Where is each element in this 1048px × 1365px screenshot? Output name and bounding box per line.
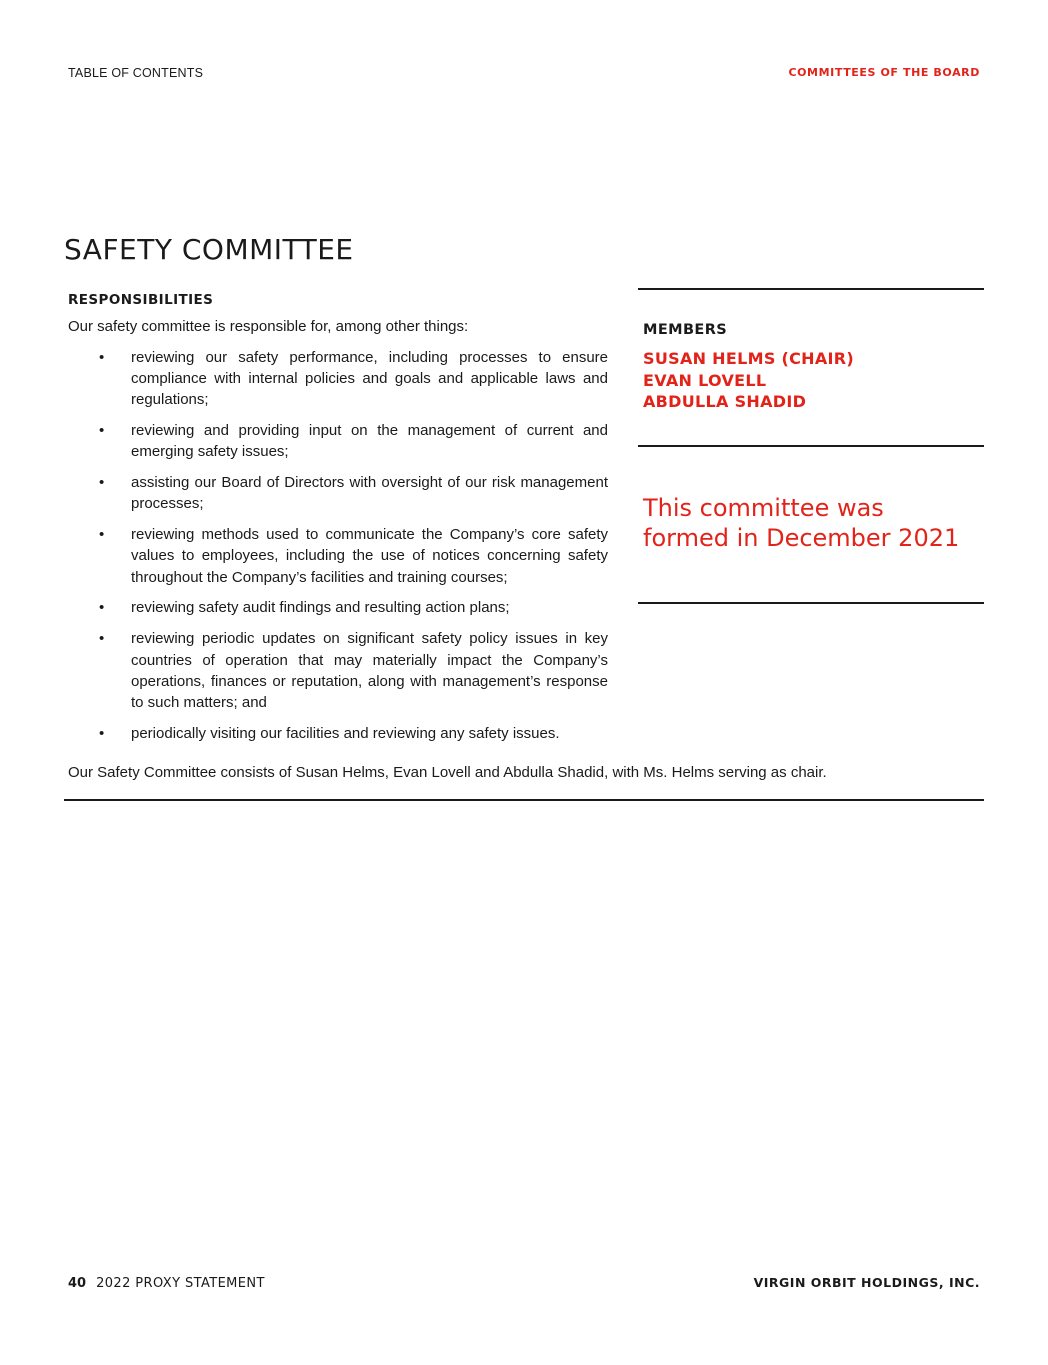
sidebar-divider-bottom: [638, 602, 984, 604]
section-divider: [64, 799, 984, 801]
member-name: EVAN LOVELL: [643, 370, 767, 390]
members-list: [643, 348, 854, 413]
bullet-icon: •: [99, 348, 105, 366]
committee-summary: Our Safety Committee consists of Susan Helms, Evan Lovell and Abdulla Shadid, with Ms. Helms serving as chair.: [68, 764, 827, 781]
bullet-icon: •: [99, 421, 105, 439]
sidebar-divider-middle: [638, 445, 984, 447]
list-item-text: reviewing and providing input on the management of current and emerging safety issues;: [131, 421, 608, 461]
list-item-text: reviewing our safety performance, including processes to ensure compliance with internal policies and goals and applicable laws and regulations;: [131, 348, 608, 409]
list-item-text: assisting our Board of Directors with oversight of our risk management processes;: [131, 473, 608, 513]
page-title: SAFETY COMMITTEE: [64, 233, 354, 266]
document-name: 2022 PROXY STATEMENT: [96, 1276, 265, 1291]
formation-note: This committee was formed in December 2021: [643, 494, 960, 552]
responsibilities-section: [68, 290, 608, 754]
responsibilities-intro: Our safety committee is responsible for, among other things:: [68, 318, 469, 335]
responsibilities-heading: RESPONSIBILITIES: [68, 292, 214, 308]
footer: [68, 1275, 265, 1291]
members-heading: MEMBERS: [643, 322, 728, 338]
bullet-icon: •: [99, 526, 105, 544]
bullet-icon: •: [99, 724, 105, 742]
list-item-text: reviewing safety audit findings and resulting action plans;: [131, 599, 510, 617]
list-item: [68, 524, 608, 588]
list-item: [68, 420, 608, 463]
list-item: [68, 347, 608, 411]
bullet-icon: •: [99, 473, 105, 491]
list-item: [68, 472, 608, 515]
responsibilities-list: [68, 347, 608, 745]
list-item-text: reviewing periodic updates on significant safety policy issues in key countries of operation that may materially impact the Company’s operations, finances or reputation, along with management’s response to such matters; and: [131, 630, 608, 712]
list-item: [68, 597, 608, 618]
company-name: VIRGIN ORBIT HOLDINGS, INC.: [753, 1275, 980, 1290]
list-item-text: reviewing methods used to communicate the Company’s core safety values to employees, including the use of notices concerning safety throughout the Company’s facilities and training courses;: [131, 526, 608, 586]
page-number: 40: [68, 1276, 87, 1291]
list-item: [68, 628, 608, 713]
sidebar-divider-top: [638, 288, 984, 290]
table-of-contents-link[interactable]: TABLE OF CONTENTS: [68, 66, 204, 80]
bullet-icon: •: [99, 630, 105, 648]
member-name: SUSAN HELMS (CHAIR): [643, 349, 855, 368]
section-tag: COMMITTEES OF THE BOARD: [788, 66, 980, 79]
bullet-icon: •: [99, 599, 105, 617]
list-item: [68, 723, 608, 744]
list-item-text: periodically visiting our facilities and reviewing any safety issues.: [131, 724, 560, 742]
member-name: ABDULLA SHADID: [643, 392, 807, 411]
